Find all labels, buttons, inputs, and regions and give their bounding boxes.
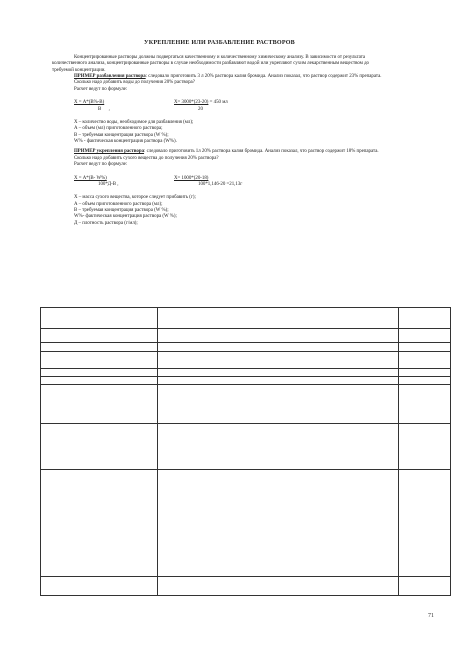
table-row-divider-6	[41, 384, 450, 385]
table-row-divider-7	[41, 423, 450, 424]
table-row-divider-1	[41, 328, 450, 329]
example1-label: ПРИМЕР разбавления раствора	[74, 74, 146, 80]
example2-text: : следовало приготовить 1л 20% раствора калия бромида. Анализ показал, что раствор содержит 18% препарата.	[144, 149, 379, 155]
example1-question: Сколько надо добавить воды до получения 20% раствора?	[74, 80, 195, 86]
table-row-divider-3	[41, 351, 450, 352]
empty-table	[40, 307, 451, 596]
example2-legend-3: В – требуемая концентрация раствора (W %);	[74, 208, 169, 214]
example1-result-denominator: 20	[198, 106, 203, 112]
example2-legend-1: Х – масса сухого вещества, которое следует прибавить (г);	[74, 195, 196, 201]
page-number: 71	[428, 613, 434, 619]
scanned-text-block	[52, 40, 387, 312]
example1-formula-numerator: X = А*(В%-В)	[74, 100, 105, 106]
example2-formula	[52, 176, 387, 189]
example1-formula-denominator: В ,	[98, 106, 110, 112]
example2-formula-denominator: 100*Д-В ,	[98, 181, 119, 187]
example1-legend-3: В – требуемая концентрация раствора (W %);	[74, 132, 169, 138]
example2-result-denominator: 100*1,146-20 =21,13г	[198, 181, 243, 187]
example1-formula	[52, 100, 387, 113]
example1-text: : следовало приготовить 3 л 20% раствора калия бромида. Анализ показал, что раствор содержит 23% препарата.	[145, 74, 382, 80]
example1-formula-comma: ,	[108, 106, 110, 112]
example2-formula-numerator: X = А*(В- W%)	[74, 175, 107, 181]
example2-legend-5: Д – плотность раствора (г/мл);	[74, 220, 138, 226]
example1-legend-4: W% - фактическая концентрация раствора (W%).	[74, 139, 177, 145]
example1-result-value: = 450 мл	[209, 100, 228, 106]
example2-question: Сколько надо добавить сухого вещества до получения 20% раствора?	[74, 155, 219, 161]
example2-paragraph	[52, 149, 387, 155]
table-row-divider-4	[41, 368, 450, 369]
table-row-divider-5	[41, 376, 450, 377]
example1-result-numerator: X= 3000*(23-20)	[174, 100, 209, 106]
example2-legend-2: А – объем приготовленного раствора (мл);	[74, 201, 163, 207]
example2-label: ПРИМЕР укрепления раствора	[74, 149, 145, 155]
example2-legend-4: W%- фактическая концентрация раствора (W %);	[74, 214, 177, 220]
example1-legend-1: Х – количество воды, необходимое для разбавления (мл);	[74, 119, 194, 125]
example2-result-numerator: X= 1000*(20-18)	[174, 175, 209, 181]
example1-legend-2: А – объем (мл) приготовленного раствора;	[74, 126, 163, 132]
table-row-divider-8	[41, 469, 450, 470]
table-row-divider-9	[41, 576, 450, 577]
intro-paragraph: Концентрированные растворы должны подвергаться качественному и количественному химическому анализу. В зависимости от результата количественного анализа, концентрированные растворы в случае необходимости разбавляют водой или укрепляют сухим лекарственным веществом до требуемой концентрации.	[52, 54, 370, 73]
table-row-divider-2	[41, 342, 450, 343]
example2-calc-label: Расчет ведут по формуле:	[74, 162, 128, 168]
example1-calc-label: Расчет ведут по формуле:	[74, 86, 128, 92]
section-title: УКРЕПЛЕНИЕ ИЛИ РАЗБАВЛЕНИЕ РАСТВОРОВ	[144, 40, 295, 46]
